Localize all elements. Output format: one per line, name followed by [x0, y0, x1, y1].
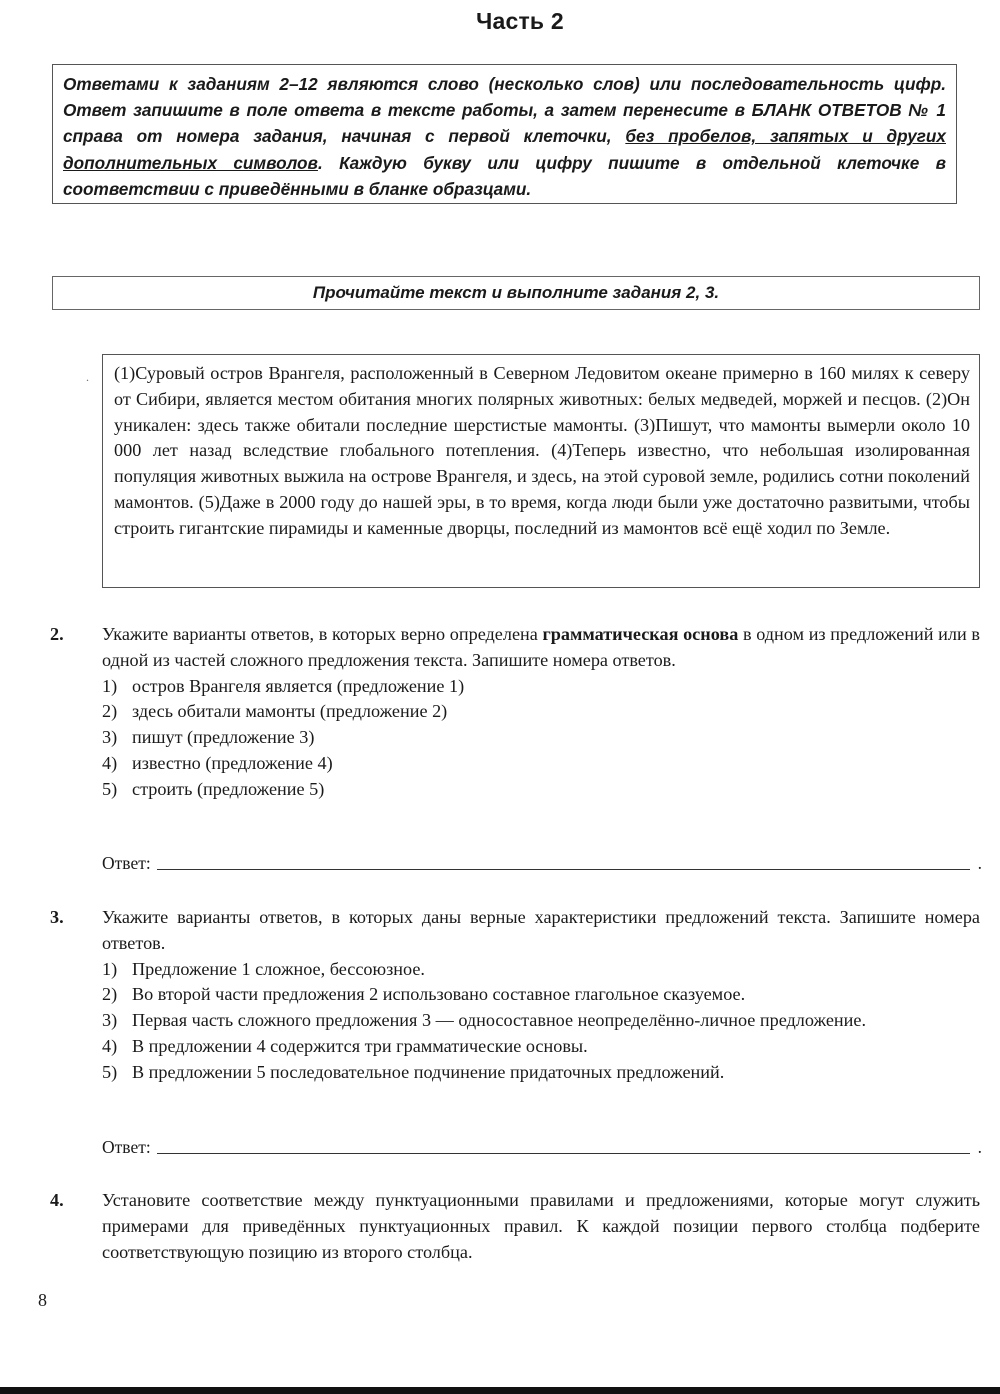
answer-line[interactable] [157, 1152, 970, 1154]
option-number: 3) [102, 727, 118, 748]
task-3 [50, 905, 980, 1086]
answer-end-dot: . [977, 1137, 982, 1157]
option-text: В предложении 5 последовательное подчинение придаточных предложений. [132, 1061, 725, 1082]
option-text: Предложение 1 сложное, бессоюзное. [132, 958, 425, 979]
instructions-text-end: . Каждую букву или цифру пишите в отдельной клеточке в соответствии с приведёнными в бланке образцами. [63, 152, 946, 199]
question-bold-term: грамматическая основа [542, 624, 739, 644]
option-text: известно (предложение 4) [132, 752, 333, 773]
option-text: Первая часть сложного предложения 3 — односоставное неопределённо-личное предложение. [132, 1010, 867, 1031]
task-number: 2. [50, 624, 64, 644]
page-number: 8 [38, 1290, 47, 1310]
option-number: 2) [102, 984, 118, 1005]
answer-end-dot: . [977, 853, 982, 873]
instructions-text: Ответами к заданиям 2–12 являются слово (несколько слов) или последовательность цифр. Ответ запишите в поле ответа в тексте работы, а затем перенесите в БЛАНК ОТВЕТОВ № 1 справа от номера задания, начиная с первой клеточки, [63, 74, 946, 147]
option-number: 4) [102, 752, 118, 773]
task-4 [50, 1188, 980, 1265]
option-item [102, 957, 980, 983]
task-number: 4. [50, 1190, 64, 1210]
option-number: 3) [102, 1010, 118, 1031]
option-item [102, 725, 980, 751]
task-2 [50, 622, 980, 803]
answer-line[interactable] [157, 868, 970, 870]
option-item [102, 982, 980, 1008]
option-item [102, 1008, 980, 1034]
question-text: Укажите варианты ответов, в которых верно определена [102, 624, 543, 644]
option-text: здесь обитали мамонты (предложение 2) [132, 701, 448, 722]
margin-dot: . [86, 370, 89, 384]
option-number: 5) [102, 778, 118, 799]
answer-field-task-3[interactable] [102, 1132, 982, 1158]
option-number: 5) [102, 1061, 118, 1082]
part-title: Часть 2 [476, 8, 564, 34]
option-item [102, 751, 980, 777]
option-item [102, 1034, 980, 1060]
option-number: 2) [102, 701, 118, 722]
option-number: 1) [102, 958, 118, 979]
reading-header: Прочитайте текст и выполните задания 2, 3. [52, 276, 980, 310]
option-item [102, 699, 980, 725]
answer-label: Ответ: [102, 853, 151, 873]
option-number: 1) [102, 675, 118, 696]
options-list [102, 957, 980, 1086]
task-number: 3. [50, 907, 64, 927]
option-item [102, 674, 980, 700]
task-question: Укажите варианты ответов, в которых даны верные характеристики предложений текста. Запишите номера ответов. [102, 907, 980, 953]
answer-field-task-2[interactable] [102, 848, 982, 874]
options-list [102, 674, 980, 803]
scan-edge-bar [0, 1387, 1000, 1394]
option-item [102, 1060, 980, 1086]
answer-label: Ответ: [102, 1137, 151, 1157]
instructions-underlined: без пробелов, запятых и других дополнительных символов [63, 126, 946, 173]
task-question: Установите соответствие между пунктуационными правилами и предложениями, которые могут служить примерами для приведённых пунктуационных правил. К каждой позиции первого столбца подберите соответствующую позицию из второго столбца. [102, 1190, 980, 1262]
option-text: Во второй части предложения 2 использовано составное глагольное сказуемое. [132, 984, 746, 1005]
option-text: пишут (предложение 3) [132, 727, 315, 748]
instructions-box [52, 64, 957, 204]
option-number: 4) [102, 1035, 118, 1056]
option-item [102, 777, 980, 803]
reading-text-box: (1)Суровый остров Врангеля, расположенный в Северном Ледовитом океане примерно в 160 милях к северу от Сибири, является местом обитания многих полярных животных: белых медведей, моржей и песцов. (2)Он уникален: здесь также обитали последние шерстистые мамонты. (3)Пишут, что мамонты вымерли около 10 000 лет назад вследствие глобального потепления. (4)Теперь известно, что небольшая изолированная популяция животных выжила на острове Врангеля, и здесь, на этой суровой земле, родились сотни поколений мамонтов. (5)Даже в 2000 году до нашей эры, в то время, когда люди были уже достаточно развитыми, чтобы строить гигантские пирамиды и каменные дворцы, последний из мамонтов всё ещё ходил по Земле. [102, 354, 980, 588]
task-question [102, 622, 980, 674]
option-text: строить (предложение 5) [132, 778, 325, 799]
option-text: В предложении 4 содержится три грамматические основы. [132, 1035, 588, 1056]
option-text: остров Врангеля является (предложение 1) [132, 675, 465, 696]
question-text-end: в одном из предложений или в одной из частей сложного предложения текста. Запишите номера ответов. [102, 624, 980, 670]
